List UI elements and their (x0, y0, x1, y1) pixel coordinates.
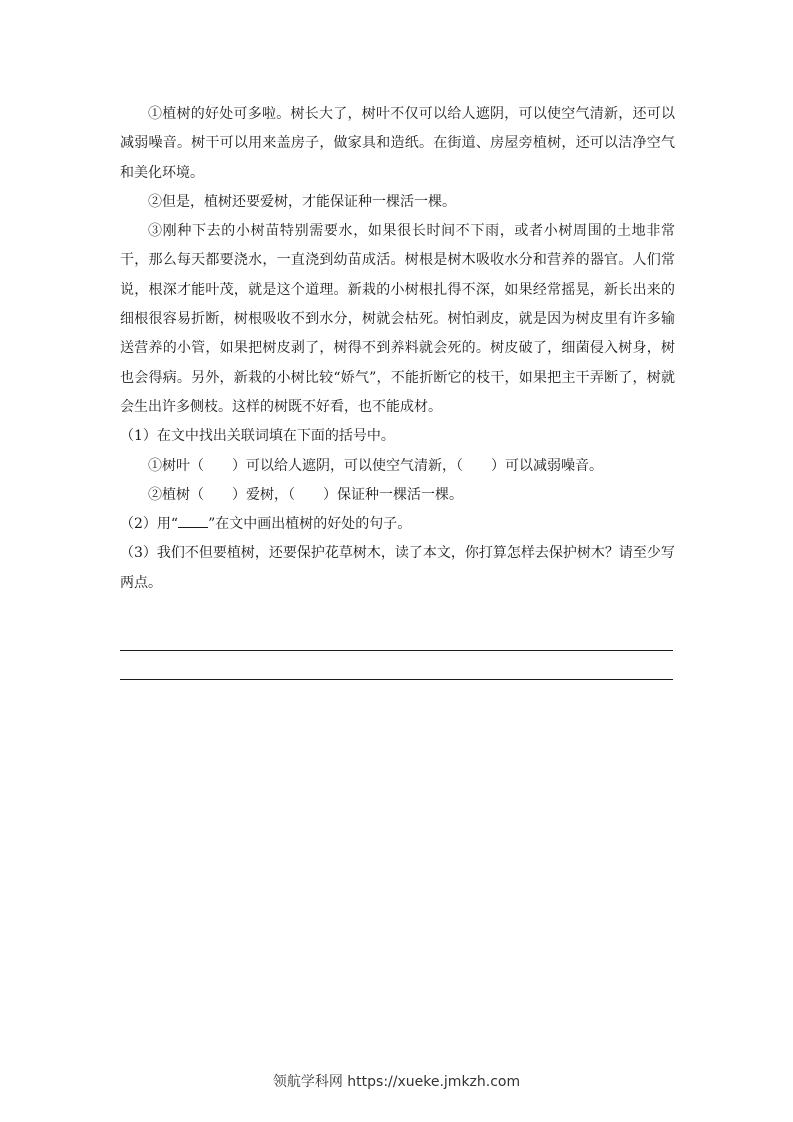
answer-line-1[interactable] (120, 650, 673, 651)
question-2-prefix: （2）用“ (120, 516, 179, 533)
passage-paragraph-3: ③刚种下去的小树苗特别需要水，如果很长时间不下雨，或者小树周围的土地非常干，那么每天都要浇水，一直浇到幼苗成活。树根是树木吸收水分和营养的器官。人们常说，根深才能叶茂，就是这个道理。新栽的小树根扎得不深，如果经常摇晃，新长出来的细根很容易折断，树根吸收不到水分，树就会枯死。树怕剥皮，就是因为树皮里有许多输送营养的小管，如果把树皮剥了，树得不到养料就会死的。树皮破了，细菌侵入树身，树也会得病。另外，新栽的小树比较“娇气”，不能折断它的枝干，如果把主干弄断了，树就会生出许多侧枝。这样的树既不好看，也不能成材。 (120, 223, 675, 415)
worksheet-content (120, 100, 675, 598)
question-2-suffix: ”在文中画出植树的好处的句子。 (208, 516, 412, 533)
passage-paragraph-2: ②但是，植树还要爱树，才能保证种一棵活一棵。 (148, 193, 456, 210)
footer-watermark: 领航学科网 https://xueke.jmkzh.com (272, 1074, 521, 1090)
answer-line-2[interactable] (120, 679, 673, 680)
passage-paragraph-1: ①植树的好处可多啦。树长大了，树叶不仅可以给人遮阴，可以使空气清新，还可以减弱噪音。树干可以用来盖房子，做家具和造纸。在街道、房屋旁植树，还可以洁净空气和美化环境。 (120, 106, 675, 181)
question-3: （3）我们不但要植树，还要保护花草树木，读了本文，你打算怎样去保护树木？请至少写两点。 (120, 545, 675, 591)
question-1-item-a: ①树叶（ ）可以给人遮阴，可以使空气清新，（ ）可以减弱噪音。 (148, 457, 603, 474)
underline-mark (178, 513, 208, 528)
question-2 (120, 510, 675, 539)
question-1-item-b: ②植树（ ）爱树，（ ）保证种一棵活一棵。 (148, 486, 463, 503)
question-1: （1）在文中找出关联词填在下面的括号中。 (120, 428, 395, 445)
